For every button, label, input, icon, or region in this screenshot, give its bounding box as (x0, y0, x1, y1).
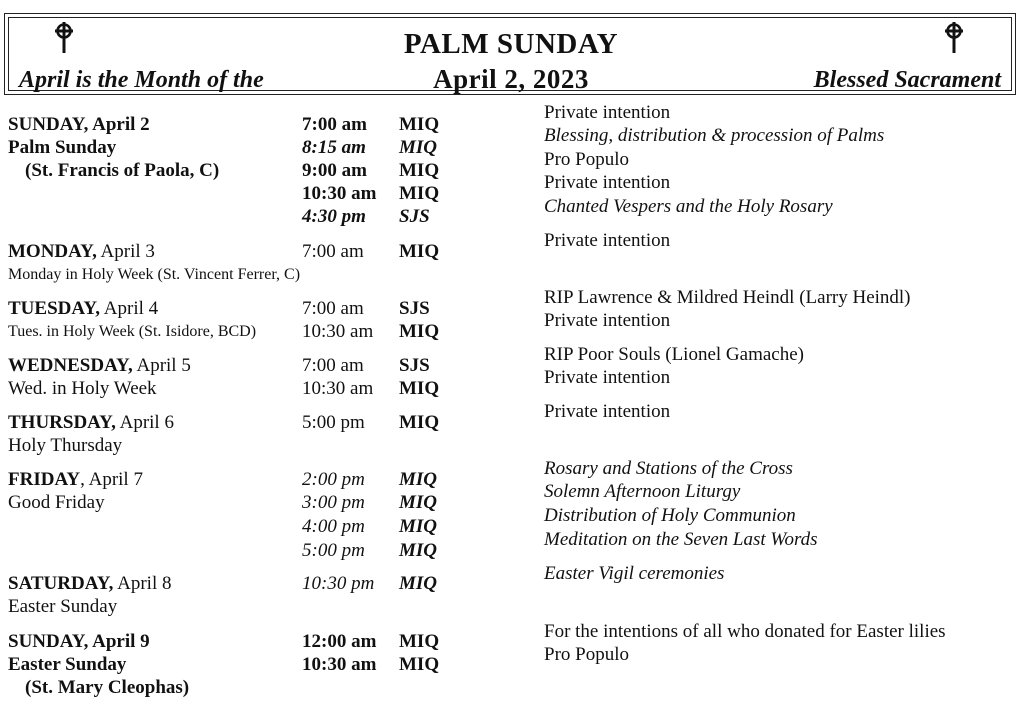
mass-intention: Private intention (544, 230, 671, 251)
mass-location: SJS (399, 206, 430, 227)
day-name: SATURDAY, (8, 573, 114, 594)
mass-location: MIQ (399, 469, 438, 490)
day-heading (8, 240, 155, 263)
mass-time: 10:30 am (302, 378, 374, 399)
mass-intention: For the intentions of all who donated for Easter lilies (544, 621, 946, 642)
mass-intention: Private intention (544, 367, 671, 388)
day-name: TUESDAY, (8, 298, 101, 319)
day-note: Palm Sunday (8, 137, 117, 158)
mass-intention: RIP Poor Souls (Lionel Gamache) (544, 344, 804, 365)
mass-intention: RIP Lawrence & Mildred Heindl (Larry Heindl) (544, 287, 911, 308)
mass-intention: Pro Populo (544, 149, 629, 170)
mass-time: 5:00 pm (302, 540, 365, 561)
mass-intention: Meditation on the Seven Last Words (544, 529, 818, 550)
mass-location: MIQ (399, 654, 440, 675)
month-dedication-right: Blessed Sacrament (813, 67, 1001, 93)
day-heading (8, 411, 174, 434)
mass-intention: Private intention (544, 401, 671, 422)
day-heading: SUNDAY, April 9 (8, 631, 150, 652)
mass-time: 10:30 am (302, 183, 377, 204)
day-name: THURSDAY, (8, 412, 116, 433)
mass-location: MIQ (399, 516, 438, 537)
mass-time: 7:00 am (302, 241, 364, 262)
day-name: MONDAY, (8, 241, 97, 262)
mass-intention: Chanted Vespers and the Holy Rosary (544, 196, 833, 217)
day-name: FRIDAY (8, 469, 81, 490)
day-note: Holy Thursday (8, 435, 123, 456)
day-note: (St. Francis of Paola, C) (25, 160, 220, 181)
day-heading (8, 572, 171, 595)
mass-location: MIQ (399, 114, 440, 135)
mass-location: MIQ (399, 631, 440, 652)
mass-time: 4:00 pm (302, 516, 365, 537)
day-note: Monday in Holy Week (St. Vincent Ferrer, C) (8, 266, 301, 283)
mass-intention: Solemn Afternoon Liturgy (544, 481, 741, 502)
day-heading (8, 354, 191, 377)
mass-intention: Private intention (544, 310, 671, 331)
mass-location: MIQ (399, 137, 438, 158)
mass-location: MIQ (399, 378, 440, 399)
mass-time: 10:30 pm (302, 573, 375, 594)
day-heading (8, 468, 143, 491)
mass-location: MIQ (399, 160, 440, 181)
mass-location: SJS (399, 298, 430, 319)
page-title: PALM SUNDAY (403, 28, 619, 60)
mass-time: 12:00 am (302, 631, 377, 652)
mass-time: 4:30 pm (302, 206, 366, 227)
day-name: WEDNESDAY, (8, 355, 133, 376)
mass-intention: Private intention (544, 172, 671, 193)
mass-time: 10:30 am (302, 321, 374, 342)
mass-location: MIQ (399, 183, 440, 204)
mass-time: 10:30 am (302, 654, 377, 675)
mass-intention: Easter Vigil ceremonies (544, 563, 725, 584)
header-banner (4, 13, 1016, 95)
mass-location: MIQ (399, 492, 438, 513)
day-date: April 6 (115, 412, 174, 433)
mass-time: 5:00 pm (302, 412, 365, 433)
mass-intention: Pro Populo (544, 644, 629, 665)
mass-location: MIQ (399, 241, 440, 262)
day-note: Easter Sunday (8, 596, 118, 617)
mass-time: 8:15 am (302, 137, 366, 158)
day-note: Easter Sunday (8, 654, 127, 675)
day-note: (St. Mary Cleophas) (25, 677, 190, 698)
mass-time: 7:00 am (302, 298, 364, 319)
mass-location: MIQ (399, 412, 440, 433)
page-date: April 2, 2023 (433, 64, 589, 94)
mass-location: MIQ (399, 321, 440, 342)
day-date: April 4 (100, 298, 159, 319)
day-heading (8, 297, 158, 320)
mass-location: MIQ (399, 540, 438, 561)
mass-intention: Rosary and Stations of the Cross (544, 458, 793, 479)
day-date: April 8 (113, 573, 172, 594)
month-dedication-left: April is the Month of the (19, 67, 264, 93)
mass-location: SJS (399, 355, 430, 376)
day-note: Wed. in Holy Week (8, 378, 157, 399)
mass-time: 3:00 pm (302, 492, 365, 513)
mass-time: 9:00 am (302, 160, 367, 181)
mass-intention: Blessing, distribution & procession of Palms (544, 125, 885, 146)
mass-intention: Private intention (544, 102, 671, 123)
day-date: , April 7 (80, 469, 143, 490)
mass-time: 7:00 am (302, 114, 367, 135)
day-date: April 3 (96, 241, 155, 262)
day-note: Good Friday (8, 492, 105, 513)
mass-intention: Distribution of Holy Communion (544, 505, 796, 526)
day-heading: SUNDAY, April 2 (8, 114, 150, 135)
day-note: Tues. in Holy Week (St. Isidore, BCD) (8, 323, 257, 340)
mass-location: MIQ (399, 573, 438, 594)
mass-time: 7:00 am (302, 355, 364, 376)
day-date: April 5 (132, 355, 191, 376)
mass-time: 2:00 pm (302, 469, 365, 490)
